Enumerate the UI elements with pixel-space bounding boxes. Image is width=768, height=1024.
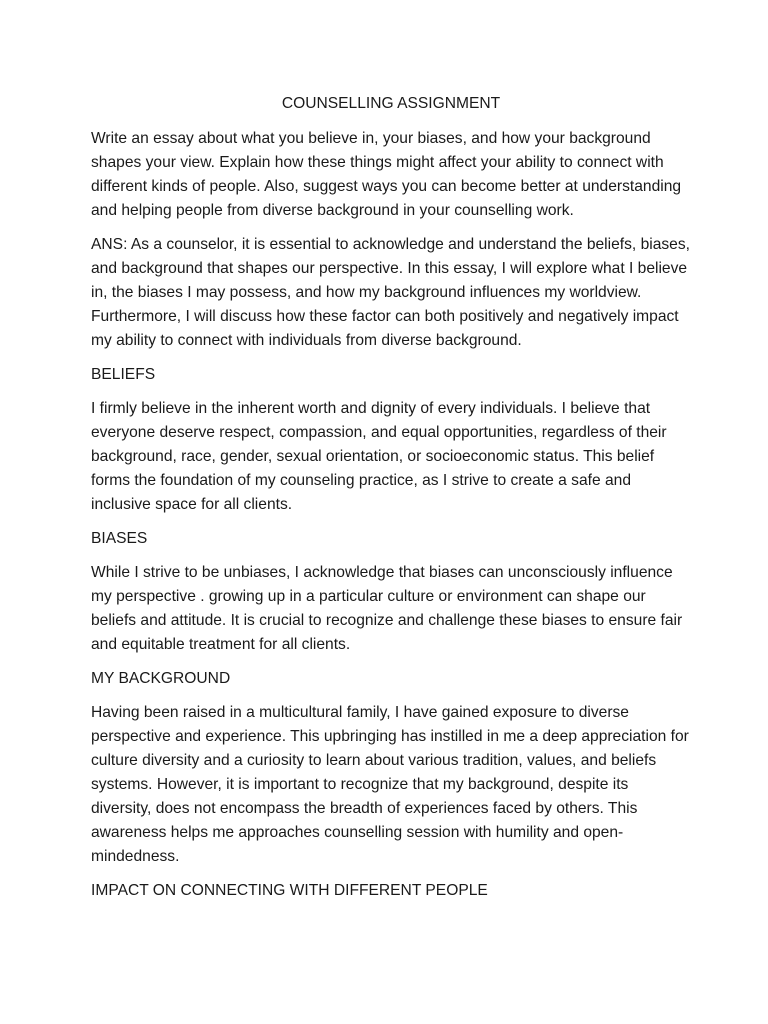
section-heading-background: MY BACKGROUND bbox=[91, 670, 231, 687]
section-body-beliefs: I firmly believe in the inherent worth and dignity of every individuals. I believe that everyone deserve respect, compassion, and equal opportunities, regardless of their background, race, gender, sexual orientation, or socioeconomic status. This belief forms the foundation of my counseling practice, as I strive to create a safe and inclusive space for all clients. bbox=[91, 400, 667, 513]
section-body-biases: While I strive to be unbiases, I acknowledge that biases can unconsciously influence my perspective . growing up in a particular culture or environment can shape our beliefs and attitude. It is crucial to recognize and challenge these biases to ensure fair and equitable treatment for all clients. bbox=[91, 564, 683, 653]
section-body-background: Having been raised in a multicultural family, I have gained exposure to diverse perspective and experience. This upbringing has instilled in me a deep appreciation for culture diversity and a curiosity to learn about various tradition, values, and beliefs systems. However, it is important to recognize that my background, despite its diversity, does not encompass the breadth of experiences faced by others. This awareness helps me approaches counselling session with humility and open-mindedness. bbox=[91, 704, 689, 865]
section-heading-beliefs: BELIEFS bbox=[91, 366, 156, 383]
answer-intro-paragraph: ANS: As a counselor, it is essential to acknowledge and understand the beliefs, biases, and background that shapes our perspective. In this essay, I will explore what I believe in, the biases I may possess, and how my background influences my worldview. Furthermore, I will discuss how these factor can both positively and negatively impact my ability to connect with individuals from diverse background. bbox=[91, 236, 690, 349]
question-paragraph: Write an essay about what you believe in, your biases, and how your background shapes your view. Explain how these things might affect your ability to connect with different kinds of people. Also, suggest ways you can become better at understanding and helping people from diverse background in your counselling work. bbox=[91, 130, 682, 219]
section-heading-biases: BIASES bbox=[91, 530, 148, 547]
document-body bbox=[91, 92, 691, 913]
section-heading-impact: IMPACT ON CONNECTING WITH DIFFERENT PEOPLE bbox=[91, 882, 488, 899]
document-title: COUNSELLING ASSIGNMENT bbox=[281, 95, 501, 112]
